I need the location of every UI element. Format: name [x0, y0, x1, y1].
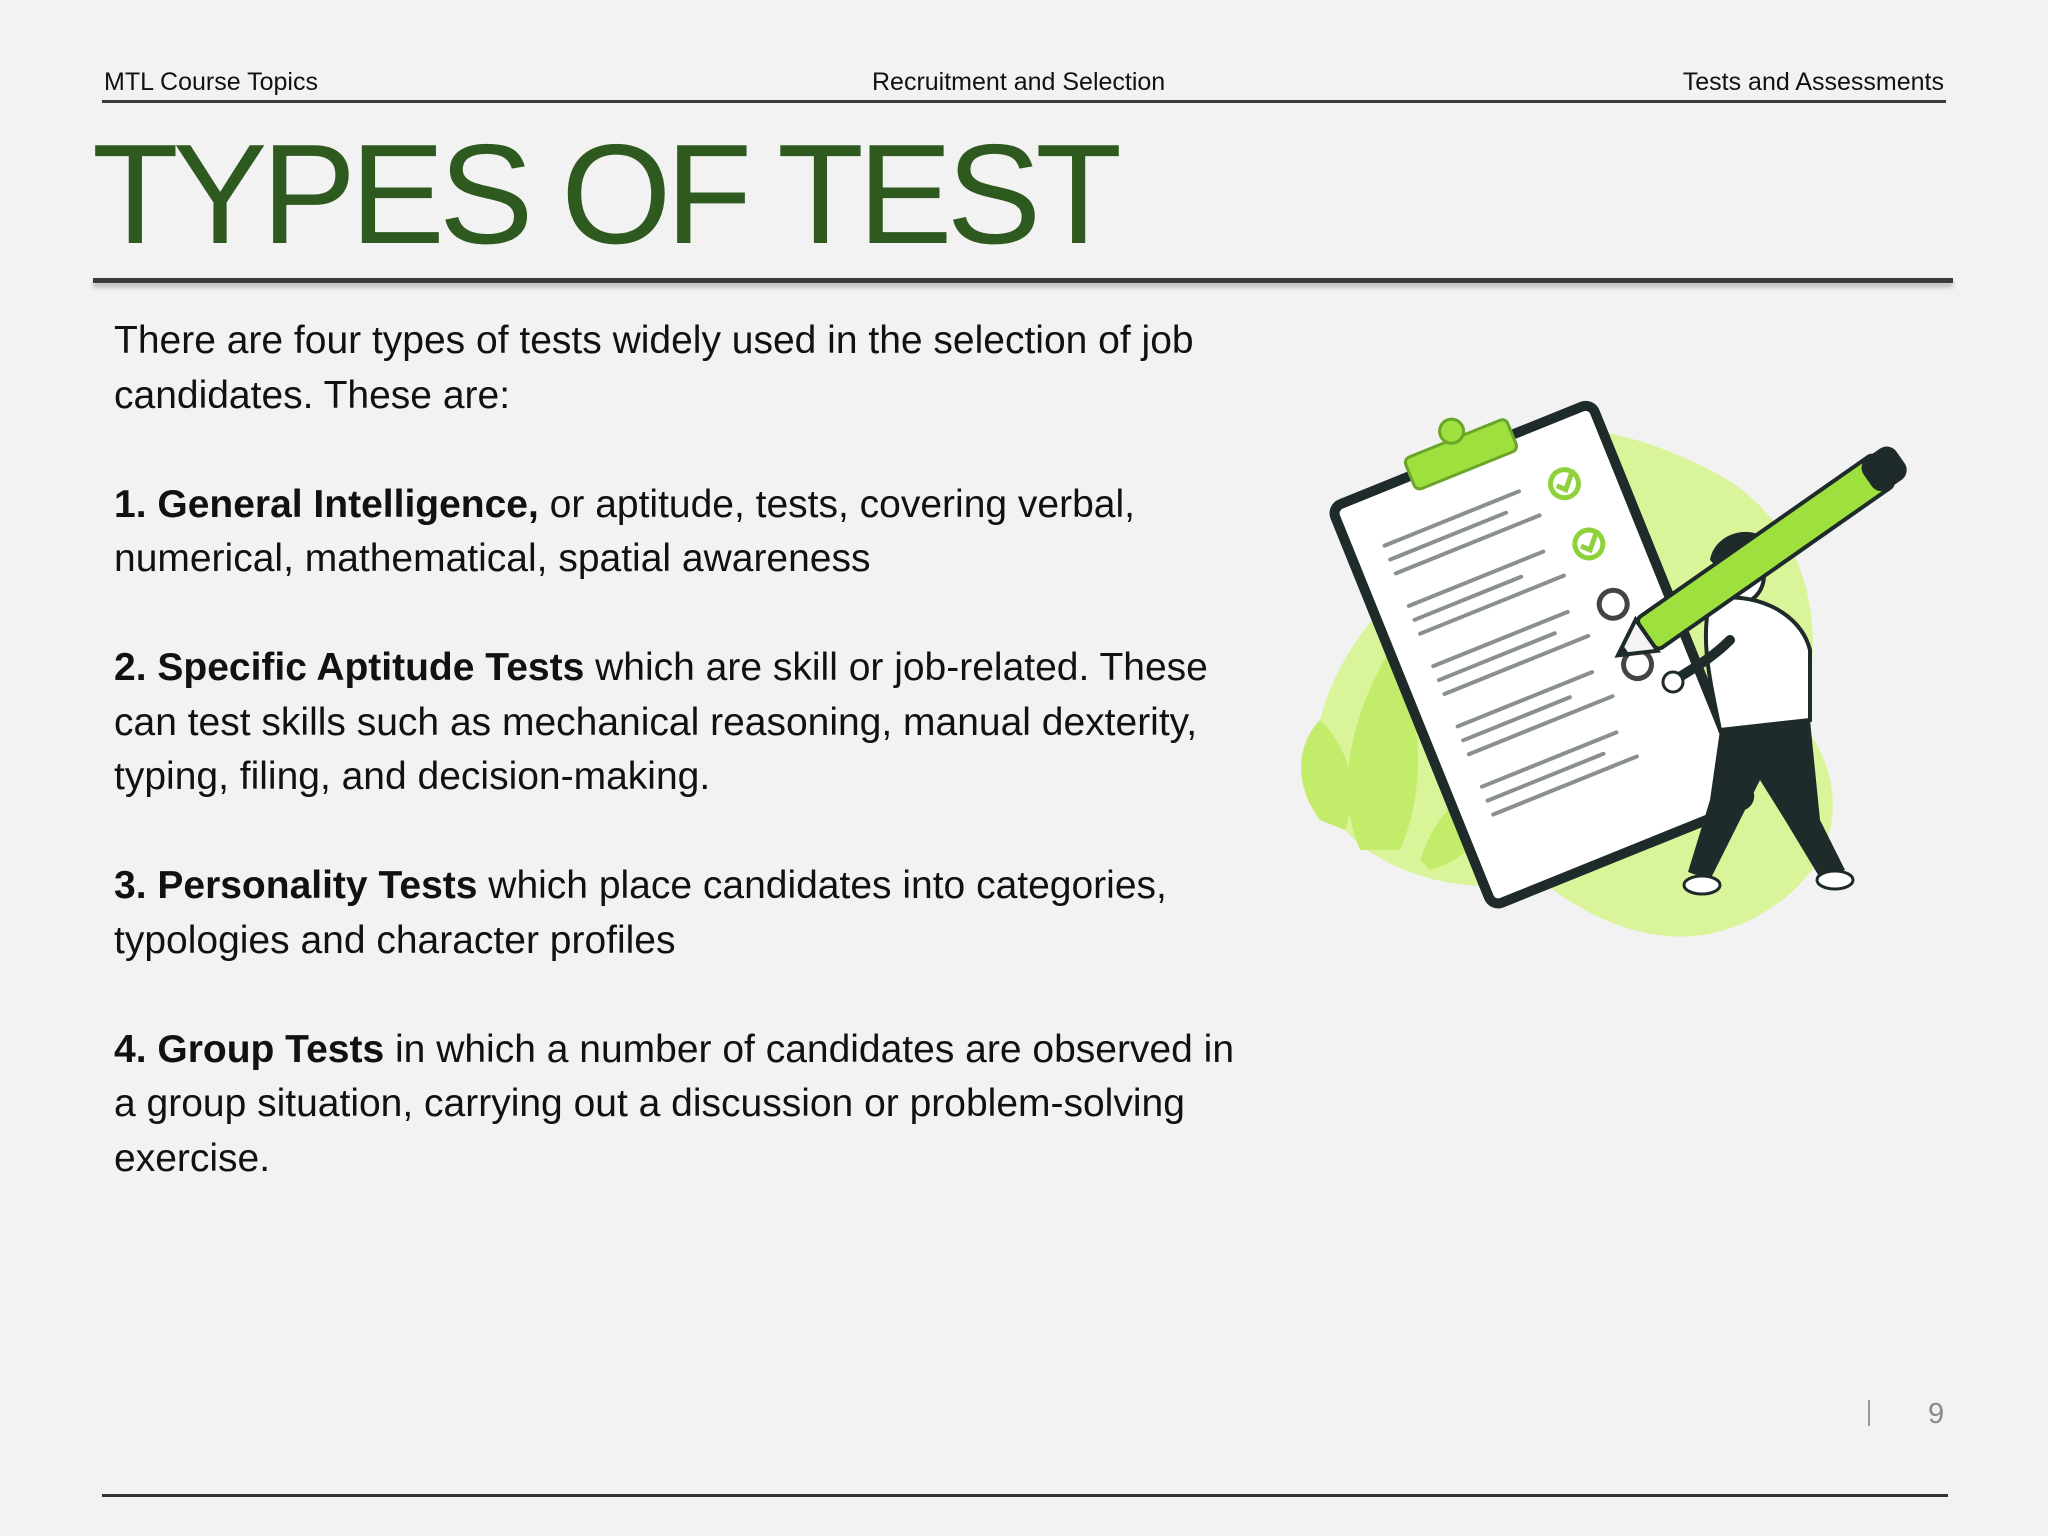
item-lead: 3. Personality Tests [114, 864, 478, 907]
header-subsection: Tests and Assessments [1682, 68, 1944, 96]
intro-paragraph: There are four types of tests widely used in the selection of job candidates. These are: [114, 319, 1194, 417]
header-divider [102, 100, 1946, 103]
item-lead: 4. Group Tests [114, 1027, 385, 1071]
page-number-separator [1868, 1400, 1870, 1426]
footer-divider [102, 1494, 1948, 1497]
page-title: TYPES OF TEST [92, 115, 1117, 274]
item-text: which are skill or job-related. These can test skills such as mechanical reasoning, manual dexterity, typing, filing, and decision-making. [114, 646, 1208, 798]
item-text: which place candidates into categories, typologies and character profiles [114, 864, 1167, 962]
item-lead: 2. Specific Aptitude Tests [114, 646, 585, 689]
item-text: or aptitude, tests, covering verbal, numerical, mathematical, spatial awareness [114, 482, 1135, 580]
list-item [114, 1023, 1234, 1187]
list-item [114, 478, 1234, 587]
title-divider [93, 278, 1953, 283]
item-text: in which a number of candidates are observed in a group situation, carrying out a discussion or problem-solving exercise. [114, 1027, 1235, 1180]
content-body [114, 314, 1234, 1241]
clipboard-checklist-illustration [1290, 400, 1910, 960]
header-course-topics: MTL Course Topics [104, 68, 318, 96]
item-lead: 1. General Intelligence, [114, 482, 539, 526]
list-item [114, 641, 1234, 805]
page-number: 9 [1928, 1398, 1945, 1430]
list-item [114, 859, 1234, 968]
header-section: Recruitment and Selection [872, 68, 1166, 96]
